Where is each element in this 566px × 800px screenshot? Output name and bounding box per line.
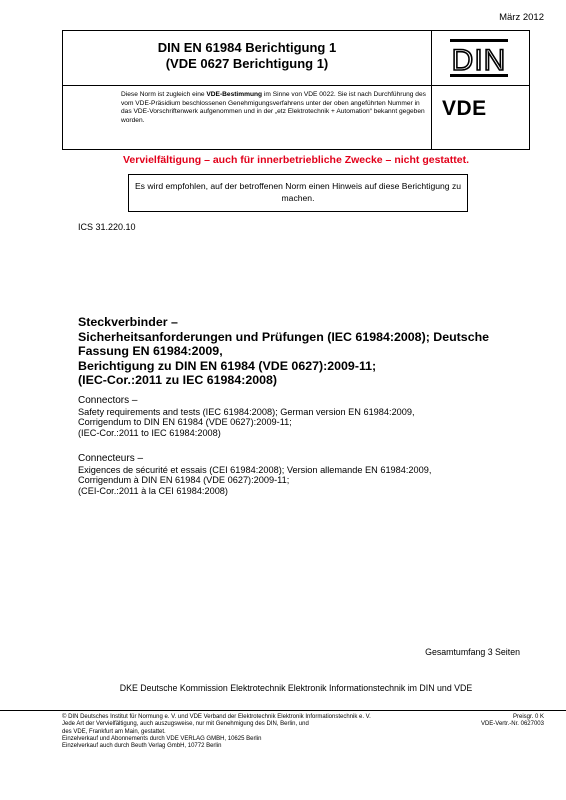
din-logo bbox=[449, 38, 509, 78]
footer-rule bbox=[0, 710, 566, 711]
recommendation-box: Es wird empfohlen, auf der betroffenen Norm einen Hinweis auf diese Berichtigung zu machen. bbox=[128, 174, 468, 212]
vde-logo: VDE bbox=[442, 97, 487, 120]
vde-note bbox=[121, 91, 427, 125]
title-line: (VDE 0627 Berichtigung 1) bbox=[165, 56, 329, 71]
document-title bbox=[63, 40, 431, 72]
title-line: DIN EN 61984 Berichtigung 1 bbox=[157, 40, 337, 55]
footer-line: Einzelverkauf und Abonnements durch VDE VERLAG GMBH, 10625 Berlin bbox=[62, 735, 262, 742]
title-french-line: Corrigendum à DIN EN 61984 (VDE 0627):2009-11; bbox=[78, 475, 290, 486]
title-german-line: Fassung EN 61984:2009, bbox=[78, 344, 223, 358]
title-french-line: Connecteurs – bbox=[78, 453, 144, 464]
svg-text:DIN: DIN bbox=[451, 44, 507, 77]
price-group: Preisgr. 0 K bbox=[512, 714, 544, 720]
note-bold-text: VDE-Bestimmung bbox=[206, 91, 263, 98]
title-english-line: Safety requirements and tests (IEC 61984:2008); German version EN 61984:2009, bbox=[78, 406, 415, 417]
title-english-line: (IEC-Cor.:2011 to IEC 61984:2008) bbox=[78, 427, 221, 438]
title-german-line: Sicherheitsanforderungen und Prüfungen (IEC 61984:2008); Deutsche bbox=[78, 329, 490, 344]
title-french bbox=[78, 454, 538, 496]
title-german-line: (IEC-Cor.:2011 zu IEC 61984:2008) bbox=[78, 373, 278, 387]
divider bbox=[63, 85, 529, 86]
publication-date: März 2012 bbox=[499, 12, 544, 23]
note-text: Diese Norm ist zugleich eine bbox=[121, 91, 207, 98]
title-english-line: Corrigendum to DIN EN 61984 (VDE 0627):2009-11; bbox=[78, 417, 292, 428]
title-box bbox=[62, 30, 530, 150]
committee-line: DKE Deutsche Kommission Elektrotechnik Elektronik Informationstechnik im DIN und VDE bbox=[119, 683, 473, 693]
title-french-line: (CEI-Cor.:2011 à la CEI 61984:2008) bbox=[78, 485, 228, 496]
footer-line: Jede Art der Vervielfältigung, auch auszugsweise, nur mit Genehmigung des DIN, Berlin, und bbox=[62, 721, 309, 728]
ics-code: ICS 31.220.10 bbox=[78, 222, 136, 232]
footer-line: des VDE, Frankfurt am Main, gestattet. bbox=[62, 728, 166, 735]
note-text: im Sinne von VDE 0022. Sie ist nach Durchführung des vom VDE-Präsidium beschlossenen Genehmigungsverfahrens unter der oben angeführten Nummer in das VDE-Vorschriftenwerk aufgenommen und in der „etz Elektrotechnik + Automation“ bekannt gegeben worden. bbox=[121, 91, 426, 124]
title-english-line: Connectors – bbox=[78, 395, 138, 406]
total-pages: Gesamtumfang 3 Seiten bbox=[425, 647, 520, 657]
footer-line: © DIN Deutsches Institut für Normung e. V. und VDE Verband der Elektrotechnik Elektronik Informationstechnik e. V. bbox=[62, 714, 371, 720]
copy-warning: Vervielfältigung – auch für innerbetriebliche Zwecke – nicht gestattet. bbox=[122, 154, 469, 166]
footer-copyright bbox=[62, 714, 412, 750]
footer-line: Einzelverkauf auch durch Beuth Verlag GmbH, 10772 Berlin bbox=[62, 743, 222, 750]
title-german bbox=[78, 315, 538, 388]
title-french-line: Exigences de sécurité et essais (CEI 61984:2008); Version allemande EN 61984:2009, bbox=[78, 464, 432, 475]
order-number: VDE-Vertr.-Nr. 0627003 bbox=[480, 721, 544, 728]
divider bbox=[431, 31, 432, 149]
footer-price-info bbox=[481, 714, 544, 729]
title-english bbox=[78, 396, 538, 438]
title-german-line: Steckverbinder – bbox=[78, 315, 178, 329]
title-german-line: Berichtigung zu DIN EN 61984 (VDE 0627):2009-11; bbox=[78, 358, 377, 373]
